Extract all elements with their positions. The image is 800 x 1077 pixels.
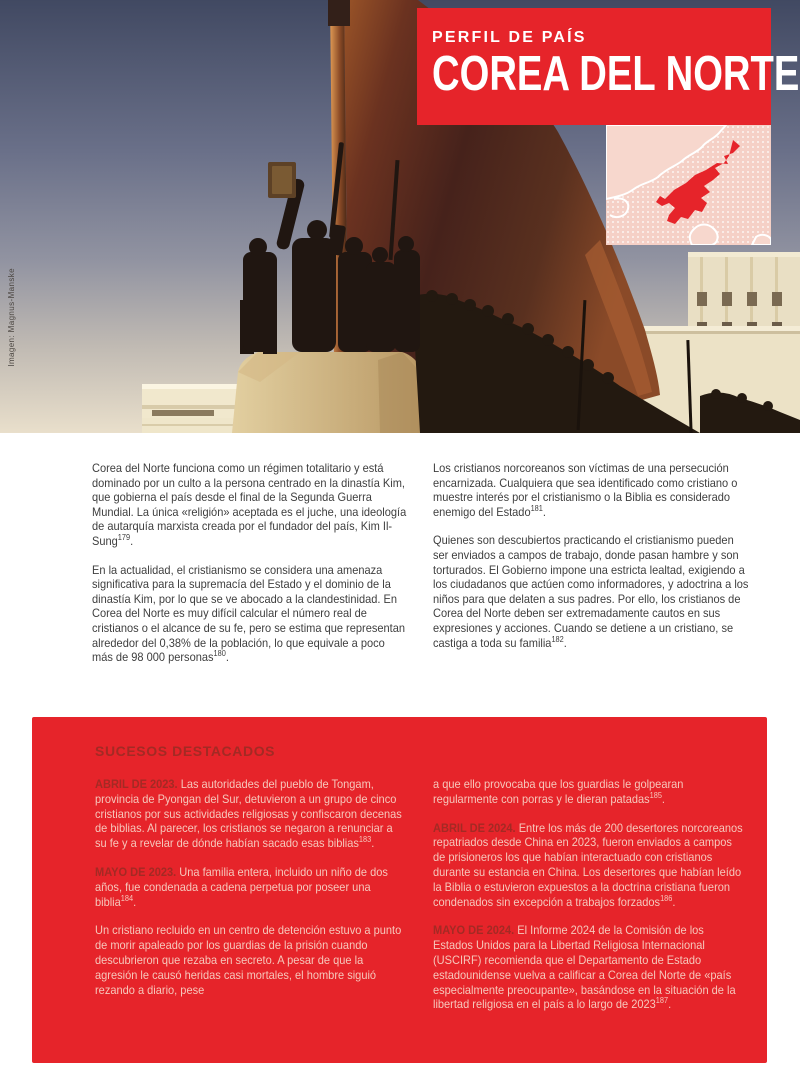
pedestal — [232, 352, 426, 433]
footnote-ref: 179 — [117, 532, 131, 542]
event-date: MAYO DE 2024. — [433, 923, 515, 938]
paragraph: Corea del Norte funciona como un régimen totalitario y está dominado por un culto a la persona centrado en la dinastía Kim, que gobierna el país desde el final de la Segunda Guerra Mundial. La única «religión» aceptada es el juche, una ideología de autarquía marxista creada por el fundador del país, Kim Il-Sung$^{179}$. — [92, 461, 407, 548]
paragraph: Un cristiano recluido en un centro de detención estuvo a punto de morir apaleado por los guardias de la prisión cuando descubrieron que rezaba en secreto. A pesar de que la agresión le causó heridas casi mortales, el hombre siguió rezando a diario, pese — [95, 923, 402, 997]
kicker: PERFIL DE PAÍS — [432, 29, 587, 46]
footnote-ref: 181 — [530, 503, 543, 513]
paragraph: MAYO DE 2024. El Informe 2024 de la Comisión de los Estados Unidos para la Libertad Religiosa Internacional (USCIRF) recomienda que el Departamento de Estado estadounidense vuelva a calificar a Corea del Norte de «país especialmente preocupante», basándose en la situación de la libertad religiosa en el país a lo largo de 2023$^{187}$. — [433, 923, 736, 1012]
photo-credit: Imagen: Magnus-Manske — [7, 268, 16, 367]
footnote-ref: 183 — [358, 835, 372, 845]
intro-left-column — [92, 461, 408, 679]
title-box — [417, 8, 800, 125]
event-date: ABRIL DE 2023. — [95, 777, 178, 791]
highlights-heading: SUCESOS DESTACADOS — [95, 743, 276, 759]
highlights-left-column — [95, 777, 405, 1011]
country-map — [606, 125, 771, 245]
intro-right-column — [433, 461, 749, 664]
statue-book — [268, 162, 296, 198]
event-date: ABRIL DE 2024. — [433, 820, 516, 835]
paragraph: Los cristianos norcoreanos son víctimas de una persecución encarnizada. Cualquiera que sea identificado como cristiano o muestre interés por el cristianismo o la Biblia es considerado enemigo del Estado$^{181}$. — [433, 461, 738, 519]
paragraph: ABRIL DE 2024. Entre los más de 200 desertores norcoreanos repatriados desde China en 2023, fueron enviados a campos de prisioneros los que habían interactuado con cristianos durante su estancia en China. Los desertores que habían leído la Biblia o estuvieron expuestos a la doctrina cristiana fueron condenados sin excepción a trabajos forzados$^{186}$. — [433, 820, 743, 909]
paragraph: Quienes son descubiertos practicando el cristianismo pueden ser enviados a campos de trabajo, donde pasan hambre y son torturados. El Gobierno impone una estricta lealtad, exigiendo a los ciudadanos que actúen como informadores, y adoctrina a los niños para que delaten a sus padres. Por ello, los cristianos de Corea del Norte deben ser extremadamente cautos en sus expresiones y acciones. Cuando se detiene a un cristiano, se castiga a toda su familia$^{182}$. — [433, 533, 749, 650]
highlights-right-column — [433, 777, 743, 1026]
footnote-ref: 186 — [660, 893, 673, 903]
footnote-ref: 187 — [655, 996, 669, 1006]
paragraph: En la actualidad, el cristianismo se considera una amenaza significativa para la supremacía del Estado y el dominio de la dinastía Kim, por lo que se ve abocado a la clandestinidad. En Corea del Norte es muy difícil calcular el número real de cristianos o el alcance de su fe, pero se estima que representan alrededor del 0,38% de la población, lo que equivale a poco más de 98 000 personas$^{180}$. — [92, 562, 405, 665]
map-art — [606, 125, 771, 245]
paragraph: a que ello provocaba que los guardias le golpearan regularmente con porras y le dieran patadas$^{185}$. — [433, 777, 684, 806]
footnote-ref: 180 — [213, 649, 226, 659]
paragraph: MAYO DE 2023. Una familia entera, incluido un niño de dos años, fue condenada a cadena perpetua por poseer una biblia$^{184}$. — [95, 864, 388, 909]
event-date: MAYO DE 2023. — [95, 864, 177, 879]
highlights-box — [32, 717, 767, 1063]
paragraph: ABRIL DE 2023. Las autoridades del pueblo de Tongam, provincia de Pyongan del Sur, detuvieron a un grupo de cinco cristianos por sus actividades religiosas y confiscaron decenas de biblias. Al parecer, los cristianos se negaron a renunciar a su fe y a revelar de dónde habían sacado esas biblias$^{183}$. — [95, 777, 402, 851]
footnote-ref: 185 — [649, 790, 662, 800]
footnote-ref: 184 — [120, 893, 134, 903]
footnote-ref: 182 — [551, 634, 564, 644]
page-title: COREA DEL NORTE — [432, 47, 800, 101]
